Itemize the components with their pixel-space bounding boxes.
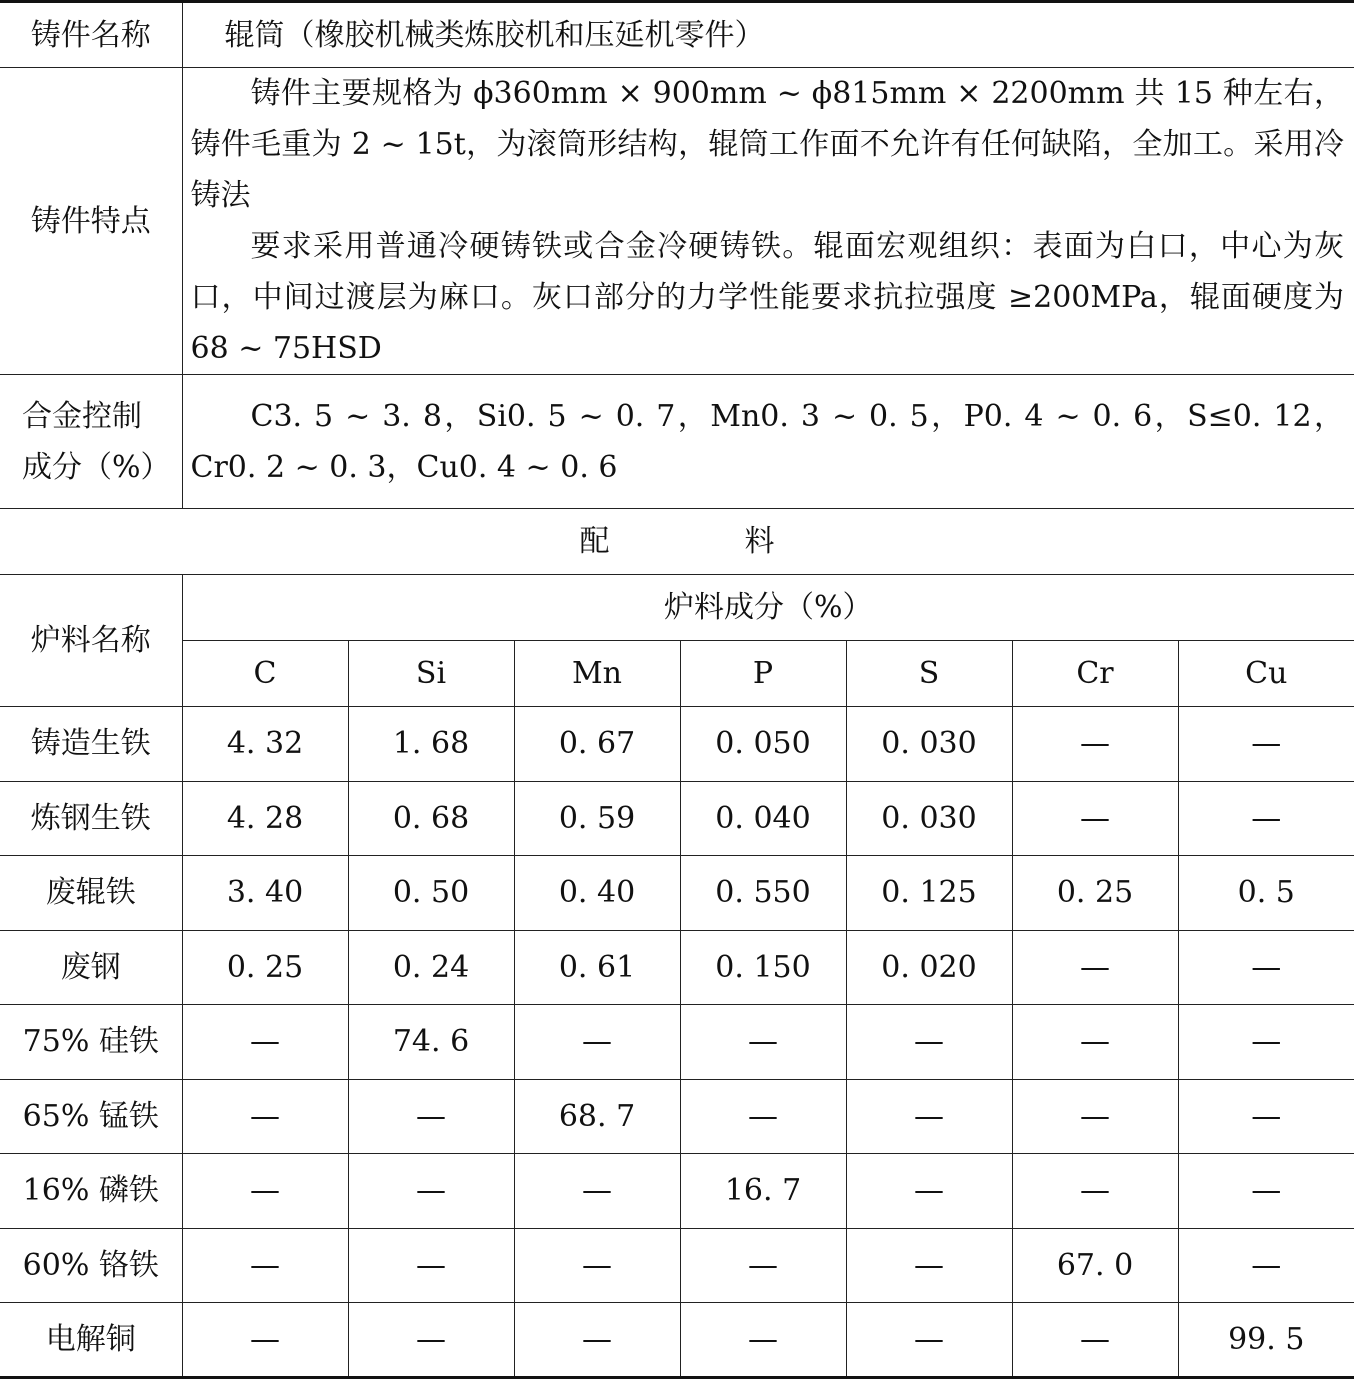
value-p: 0. 550 [680, 856, 846, 931]
element-header-p: P [680, 641, 846, 707]
value-mn: 0. 40 [514, 856, 680, 931]
value-s: 0. 030 [846, 781, 1012, 856]
charge-name: 电解铜 [0, 1303, 182, 1378]
table-row [0, 707, 1354, 782]
feature-paragraph-2: 要求采用普通冷硬铸铁或合金冷硬铸铁。辊面宏观组织：表面为白口，中心为灰口，中间过渡层为麻口。灰口部分的力学性能要求抗拉强度 ≥200MPa，辊面硬度为 68 ~ 75HSD [190, 229, 1345, 366]
value-cr: — [1012, 1303, 1178, 1378]
value-mn: — [514, 1228, 680, 1303]
value-s: — [846, 1228, 1012, 1303]
table-row [0, 1228, 1354, 1303]
element-header-row [0, 641, 1354, 707]
value-cu: 99. 5 [1178, 1303, 1354, 1378]
charge-name: 废钢 [0, 930, 182, 1005]
value-si: — [348, 1303, 514, 1378]
value-cr: 67. 0 [1012, 1228, 1178, 1303]
alloy-label [0, 375, 182, 509]
value-cr: — [1012, 1079, 1178, 1154]
value-cr: 0. 25 [1012, 856, 1178, 931]
value-c: — [182, 1154, 348, 1229]
value-cr: — [1012, 707, 1178, 782]
value-s: — [846, 1079, 1012, 1154]
value-cu: — [1178, 1228, 1354, 1303]
element-header-c: C [182, 641, 348, 707]
value-cu: 0. 5 [1178, 856, 1354, 931]
charge-name: 铸造生铁 [0, 707, 182, 782]
value-c: 3. 40 [182, 856, 348, 931]
value-si: 74. 6 [348, 1005, 514, 1080]
element-header-cr: Cr [1012, 641, 1178, 707]
value-cu: — [1178, 781, 1354, 856]
value-p: 16. 7 [680, 1154, 846, 1229]
value-mn: 68. 7 [514, 1079, 680, 1154]
casting-feature-row [0, 68, 1354, 375]
section-title-part-2: 料 [744, 524, 775, 559]
charge-composition-header: 炉料成分（%） [182, 575, 1354, 641]
value-s: 0. 125 [846, 856, 1012, 931]
alloy-label-line-1: 合金控制 [22, 398, 142, 434]
table-row [0, 930, 1354, 1005]
table-row [0, 781, 1354, 856]
casting-feature-text [182, 68, 1354, 375]
alloy-value: C3. 5 ~ 3. 8，Si0. 5 ~ 0. 7，Mn0. 3 ~ 0. 5，P0. 4 ~ 0. 6，S≤0. 12，Cr0. 2 ~ 0. 3，Cu0. 4 ~ 0. 6 [182, 375, 1354, 509]
value-si: — [348, 1079, 514, 1154]
charge-name: 65% 锰铁 [0, 1079, 182, 1154]
value-c: — [182, 1005, 348, 1080]
value-cu: — [1178, 1154, 1354, 1229]
value-cu: — [1178, 707, 1354, 782]
table-row [0, 1154, 1354, 1229]
section-title-part-1: 配 [579, 524, 610, 559]
casting-name-value: 辊筒（橡胶机械类炼胶机和压延机零件） [182, 2, 1354, 68]
table-row [0, 1005, 1354, 1080]
value-c: — [182, 1228, 348, 1303]
value-cu: — [1178, 930, 1354, 1005]
value-p: — [680, 1303, 846, 1378]
value-mn: 0. 59 [514, 781, 680, 856]
value-mn: — [514, 1303, 680, 1378]
charge-name: 60% 铬铁 [0, 1228, 182, 1303]
value-cr: — [1012, 781, 1178, 856]
value-p: — [680, 1079, 846, 1154]
feature-paragraph-1: 铸件主要规格为 ϕ360mm × 900mm ~ ϕ815mm × 2200mm 共 15 种左右，铸件毛重为 2 ~ 15t，为滚筒形结构，辊筒工作面不允许有任何缺陷，全加工。采用冷铸法 [190, 76, 1345, 213]
value-si: — [348, 1154, 514, 1229]
element-header-cu: Cu [1178, 641, 1354, 707]
value-p: — [680, 1228, 846, 1303]
charge-name: 炼钢生铁 [0, 781, 182, 856]
casting-name-label: 铸件名称 [0, 2, 182, 68]
value-si: — [348, 1228, 514, 1303]
charge-section-row [0, 509, 1354, 575]
charge-name-header: 炉料名称 [0, 575, 182, 707]
value-s: 0. 030 [846, 707, 1012, 782]
charge-header-row [0, 575, 1354, 641]
value-mn: 0. 61 [514, 930, 680, 1005]
alloy-label-line-2: 成分（%） [22, 449, 171, 485]
value-si: 0. 68 [348, 781, 514, 856]
charge-name: 废辊铁 [0, 856, 182, 931]
value-mn: 0. 67 [514, 707, 680, 782]
element-header-mn: Mn [514, 641, 680, 707]
value-cu: — [1178, 1079, 1354, 1154]
value-p: — [680, 1005, 846, 1080]
element-header-si: Si [348, 641, 514, 707]
value-cr: — [1012, 1005, 1178, 1080]
element-header-s: S [846, 641, 1012, 707]
value-c: 4. 28 [182, 781, 348, 856]
value-si: 0. 50 [348, 856, 514, 931]
charge-name: 75% 硅铁 [0, 1005, 182, 1080]
value-si: 1. 68 [348, 707, 514, 782]
charge-section-title [0, 509, 1354, 575]
casting-feature-label: 铸件特点 [0, 68, 182, 375]
value-p: 0. 040 [680, 781, 846, 856]
value-s: — [846, 1154, 1012, 1229]
value-p: 0. 150 [680, 930, 846, 1005]
value-s: — [846, 1303, 1012, 1378]
value-cr: — [1012, 930, 1178, 1005]
table-row [0, 856, 1354, 931]
value-c: — [182, 1303, 348, 1378]
casting-name-row [0, 2, 1354, 68]
value-c: 4. 32 [182, 707, 348, 782]
value-mn: — [514, 1005, 680, 1080]
value-c: 0. 25 [182, 930, 348, 1005]
value-s: 0. 020 [846, 930, 1012, 1005]
value-p: 0. 050 [680, 707, 846, 782]
table-row [0, 1079, 1354, 1154]
value-si: 0. 24 [348, 930, 514, 1005]
value-c: — [182, 1079, 348, 1154]
value-s: — [846, 1005, 1012, 1080]
alloy-row [0, 375, 1354, 509]
value-mn: — [514, 1154, 680, 1229]
charge-name: 16% 磷铁 [0, 1154, 182, 1229]
value-cr: — [1012, 1154, 1178, 1229]
table-row [0, 1303, 1354, 1378]
value-cu: — [1178, 1005, 1354, 1080]
